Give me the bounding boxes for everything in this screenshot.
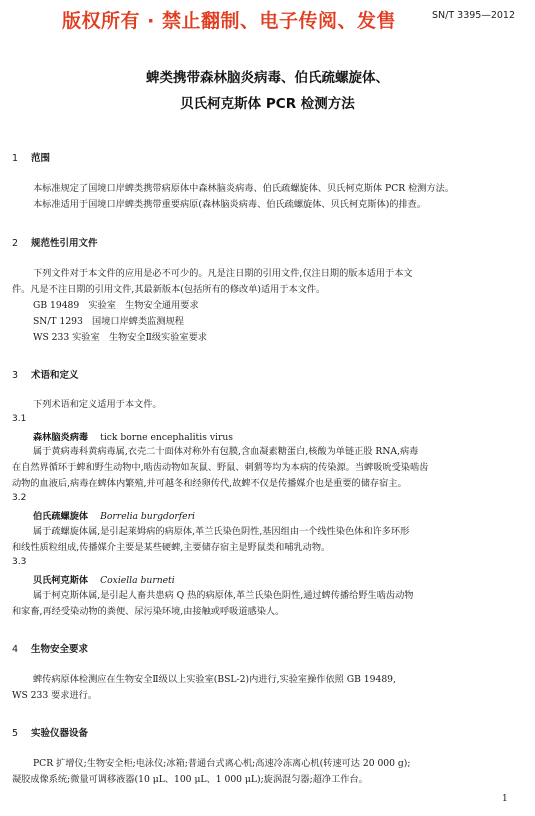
document-title-line-1: 蜱类携带森林脑炎病毒、伯氏疏螺旋体、 [146,70,389,86]
section-heading-equipment [12,725,88,739]
section-title: 术语和定义 [31,370,79,381]
definition-line: 和线性质粒组成,传播媒介主要是某些硬蜱,主要储存宿主是野鼠类和哺乳动物。 [12,542,331,553]
section-heading-normative-references [12,235,98,249]
paragraph-line: 下列术语和定义适用于本文件。 [33,399,162,410]
section-heading-scope [12,150,50,164]
paragraph-line: 本标准规定了国境口岸蜱类携带病原体中森林脑炎病毒、伯氏疏螺旋体、贝氏柯克斯体 PCR 检测方法。 [33,183,455,194]
paragraph-line: 下列文件对于本文件的应用是必不可少的。凡是注日期的引用文件,仅注日期的版本适用于本文 [33,268,413,279]
paragraph-line: PCR 扩增仪;生物安全柜;电泳仪;冰箱;普通台式离心机;高速冷冻离心机(转速可达 20 000 g); [33,758,411,769]
definition-line: 动物的血液后,病毒在蜱体内繁殖,并可越冬和经卵传代,故蜱不仅是传播媒介也是重要的储存宿主。 [12,478,407,489]
term-english-name: Borrelia burgdorferi [100,511,195,522]
section-title: 范围 [31,153,51,164]
term-chinese-name: 贝氏柯克斯体 [33,575,89,586]
definition-line: 在自然界循环于蜱和野生动物中,啮齿动物如灰鼠、野鼠、刺猬等均为本病的传染源。当蜱吸吮受染啮齿 [12,462,429,473]
standard-number: SN/T 3395—2012 [432,10,516,21]
paragraph-line: 凝胶成像系统;微量可调移液器(10 μL、100 μL、1 000 μL);旋涡混匀器;超净工作台。 [12,774,368,785]
definition-line: 和家畜,再经受染动物的粪便、尿污染环境,由接触或呼吸道感染人。 [12,606,285,617]
section-title: 规范性引用文件 [31,238,98,249]
reference-item: SN/T 1293 国境口岸蜱类监测规程 [33,316,184,327]
paragraph-line: WS 233 要求进行。 [12,690,98,701]
section-title: 生物安全要求 [31,644,89,655]
term-number: 3.2 [12,493,27,503]
reference-item: GB 19489 实验室 生物安全通用要求 [33,300,199,311]
reference-item: WS 233 实验室 生物安全Ⅱ级实验室要求 [33,332,207,343]
section-heading-biosafety [12,641,88,655]
section-number: 3 [12,370,19,381]
section-heading-terms-definitions [12,367,79,381]
section-title: 实验仪器设备 [31,728,89,739]
term-chinese-name: 伯氏疏螺旋体 [33,511,89,522]
term-heading [33,508,195,522]
term-chinese-name: 森林脑炎病毒 [33,432,89,443]
term-english-name: Coxiella burneti [100,575,175,586]
section-number: 2 [12,238,19,249]
term-number: 3.1 [12,414,27,424]
term-heading [33,572,175,586]
definition-line: 属于黄病毒科黄病毒属,衣壳二十面体对称外有包膜,含血凝素糖蛋白,核酸为单链正股 RNA,病毒 [33,446,419,457]
definition-line: 属于柯克斯体属,是引起人畜共患病 Q 热的病原体,革兰氏染色阴性,通过蜱传播给野生啮齿动物 [33,590,414,601]
term-english-name: tick borne encephalitis virus [100,432,233,443]
paragraph-line: 本标准适用于国境口岸蜱类携带重要病原(森林脑炎病毒、伯氏疏螺旋体、贝氏柯克斯体)的排查。 [33,199,427,210]
document-title-line-2: 贝氏柯克斯体 PCR 检测方法 [180,96,355,112]
term-number: 3.3 [12,557,27,567]
paragraph-line: 蜱传病原体检测应在生物安全Ⅱ级以上实验室(BSL-2)内进行,实验室操作依照 GB 19489, [33,674,396,685]
section-number: 1 [12,153,19,164]
section-number: 4 [12,644,19,655]
page-number: 1 [502,794,508,804]
paragraph-line: 件。凡是不注日期的引用文件,其最新版本(包括所有的修改单)适用于本文件。 [12,284,326,295]
copyright-watermark: 版权所有 · 禁止翻制、电子传阅、发售 [62,10,396,32]
term-heading [33,429,233,443]
definition-line: 属于疏螺旋体属,是引起莱姆病的病原体,革兰氏染色阴性,基因组由一个线性染色体和许多环形 [33,526,410,537]
section-number: 5 [12,728,19,739]
